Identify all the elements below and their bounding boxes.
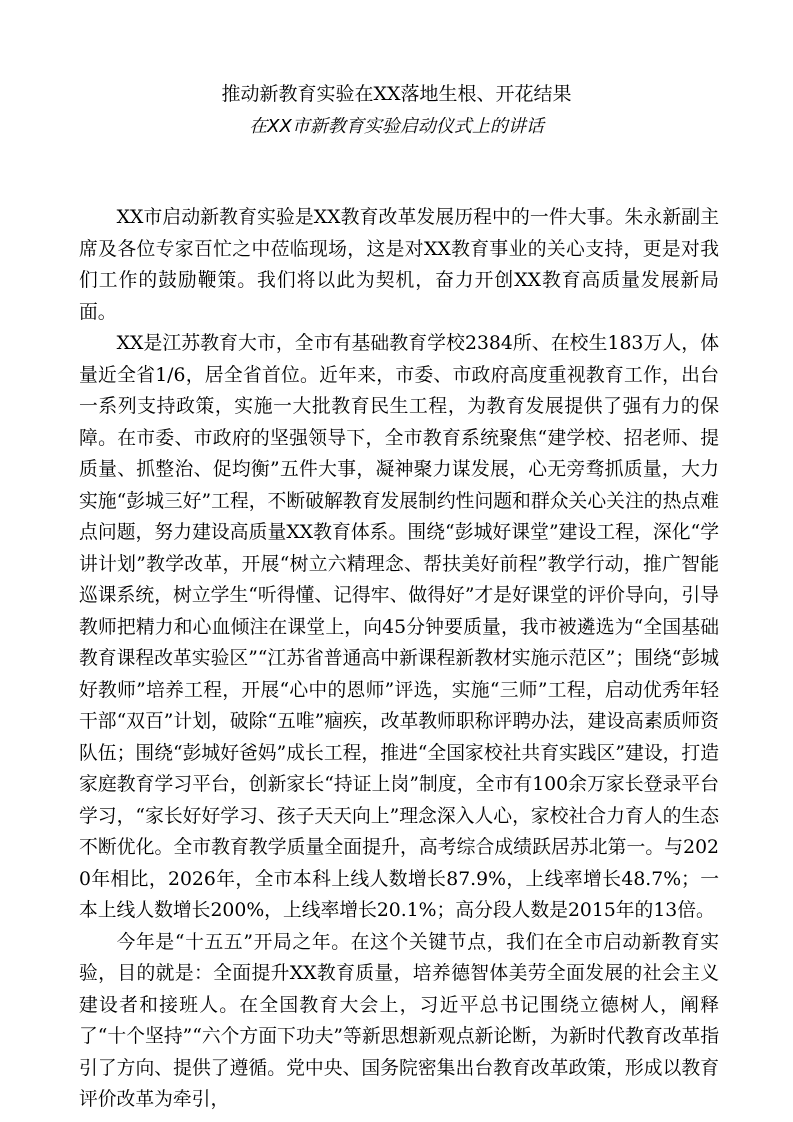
- document-subtitle: 在XX市新教育实验启动仪式上的讲话: [249, 116, 544, 137]
- paragraph-2: XX是江苏教育大市，全市有基础教育学校2384所、在校生183万人，体量近全省1/6，居全省首位。近年来，市委、市政府高度重视教育工作，出台一系列支持政策，实施一大批教育民生工程，为教育发展提供了强有力的保障。在市委、市政府的坚强领导下，全市教育系统聚焦“建学校、招老师、提质量、抓整治、促均衡”五件大事，凝神聚力谋发展，心无旁骛抓质量，大力实施“彭城三好”工程，不断破解教育发展制约性问题和群众关心关注的热点难点问题，努力建设高质量XX教育体系。围绕“彭城好课堂”建设工程，深化“学讲计划”教学改革，开展“树立六精理念、帮扶美好前程”教学行动，推广智能巡课系统，树立学生“听得懂、记得牢、做得好”才是好课堂的评价导向，引导教师把精力和心血倾注在课堂上，向45分钟要质量，我市被遴选为“全国基础教育课程改革实验区”“江苏省普通高中新课程新教材实施示范区”；围绕“彭城好教师”培养工程，开展“心中的恩师”评选，实施“三师”工程，启动优秀年轻干部“双百”计划，破除“五唯”痼疾，改革教师职称评聘办法，建设高素质师资队伍；围绕“彭城好爸妈”成长工程，推进“全国家校社共育实践区”建设，打造家庭教育学习平台，创新家长“持证上岗”制度，全市有100余万家长登录平台学习，“家长好好学习、孩子天天向上”理念深入人心，家校社合力育人的生态不断优化。全市教育教学质量全面提升，高考综合成绩跃居苏北第一。与2020年相比，2026年，全市本科上线人数增长87.9%，上线率增长48.7%；一本上线人数增长200%，上线率增长20.1%；高分段人数是2015年的13倍。: [79, 333, 719, 921]
- document-title: 推动新教育实验在XX落地生根、开花结果: [221, 83, 572, 105]
- paragraph-3: 今年是“十五五”开局之年。在这个关键节点，我们在全市启动新教育实验，目的就是：全面提升XX教育质量，培养德智体美劳全面发展的社会主义建设者和接班人。在全国教育大会上，习近平总书记围绕立德树人，阐释了“十个坚持”“六个方面下功夫”等新思想新观点新论断，为新时代教育改革指引了方向、提供了遵循。党中央、国务院密集出台教育改革政策，形成以教育评价改革为牵引，: [79, 931, 719, 1110]
- document-body: [79, 202, 719, 1116]
- paragraph-1: XX市启动新教育实验是XX教育改革发展历程中的一件大事。朱永新副主席及各位专家百忙之中莅临现场，这是对XX教育事业的关心支持，更是对我们工作的鼓励鞭策。我们将以此为契机，奋力开创XX教育高质量发展新局面。: [79, 207, 719, 323]
